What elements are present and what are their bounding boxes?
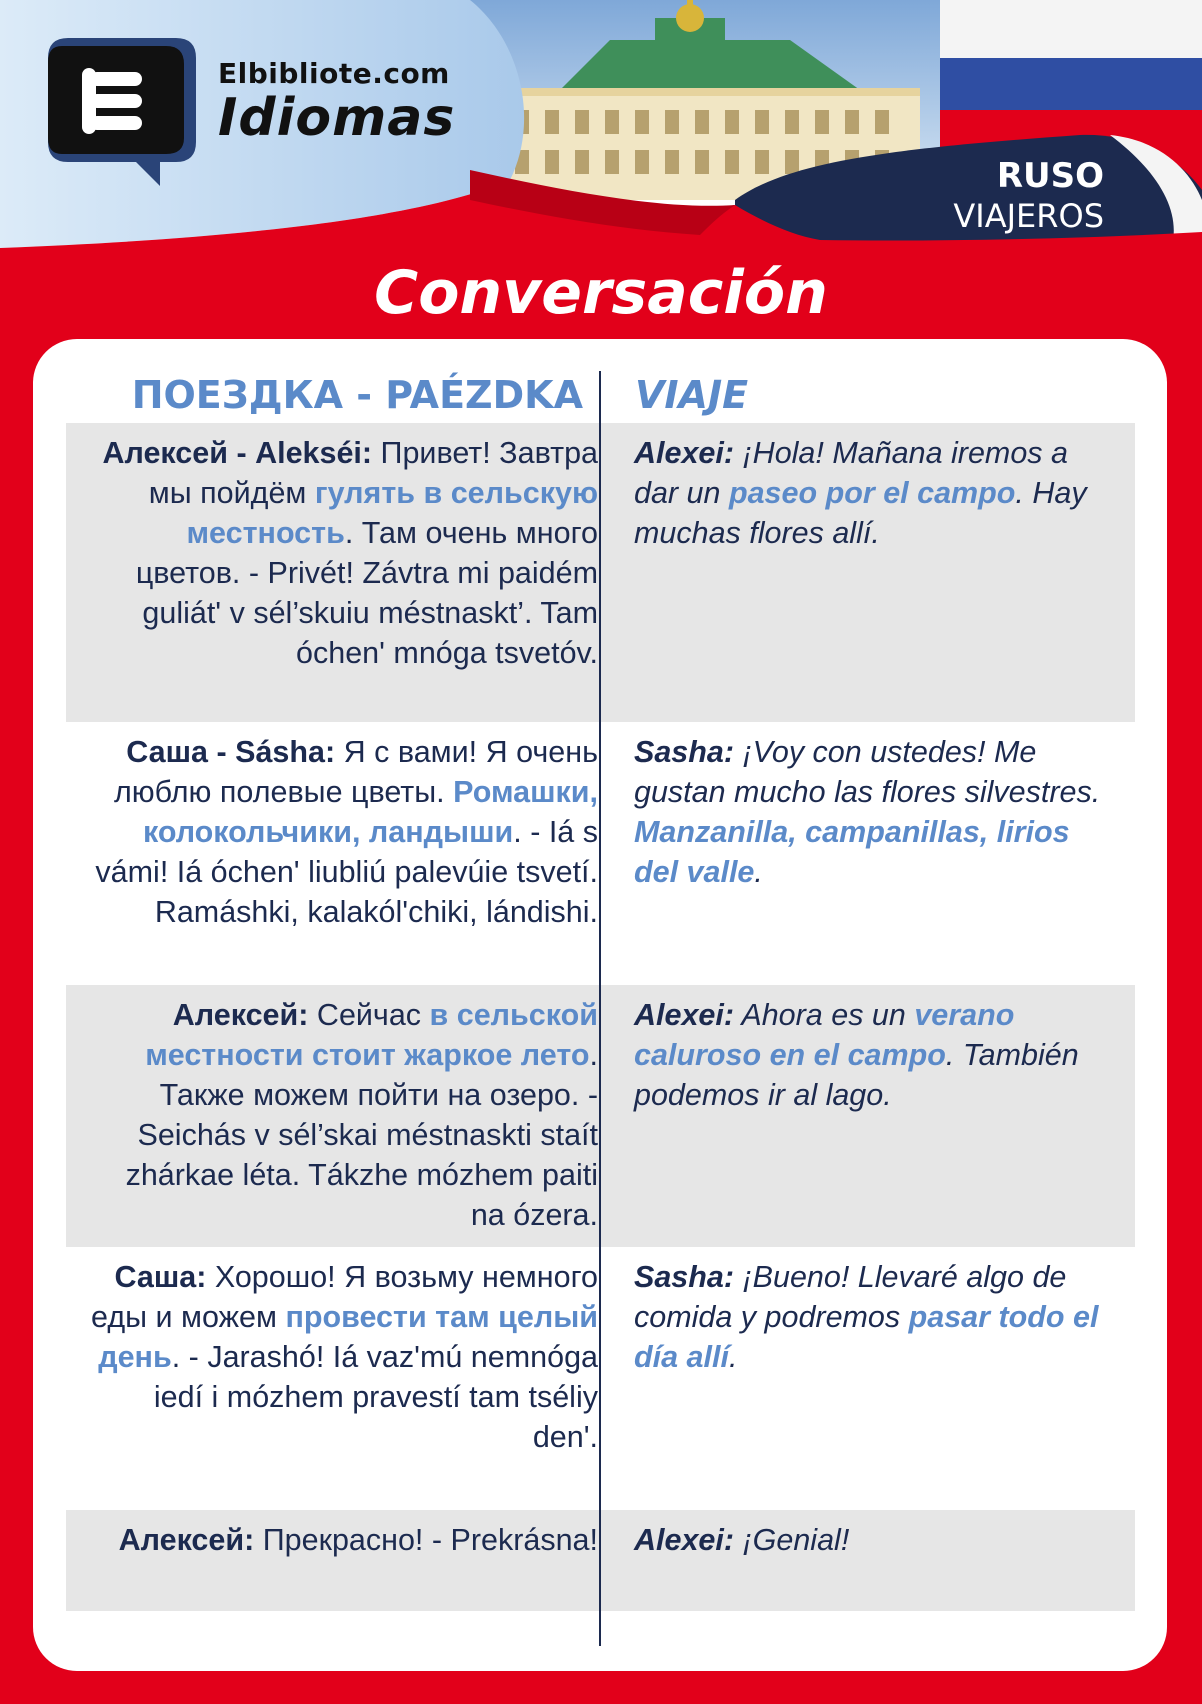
russian-line: [86, 1520, 598, 1560]
line-text: Я с вами! Я очень люблю полевые цветы.: [113, 735, 598, 809]
highlighted-phrase: в сельской местности стоит жаркое лето: [145, 998, 598, 1072]
line-text: ¡Genial!: [734, 1523, 850, 1557]
highlighted-phrase: провести там целый день: [98, 1300, 598, 1374]
russian-line: [86, 1257, 598, 1457]
page-title: Conversación: [374, 258, 828, 328]
badge-level: VIAJEROS: [953, 197, 1104, 235]
line-text: . Там очень много цветов. - Privét! Závtra mi paidém guliát' v sél’skuiu méstnaskt’. Tam óchen' mnóga tsvetóv.: [135, 516, 598, 670]
logo-site: Elbibliote.com: [218, 57, 450, 90]
line-text: .: [754, 855, 763, 889]
highlighted-phrase: verano caluroso en el campo: [634, 998, 1015, 1072]
highlighted-phrase: гулять в сельскую местность: [186, 476, 598, 550]
badge-language: RUSO: [996, 156, 1104, 196]
column-divider: [599, 371, 601, 1646]
speaker-name: Алексей:: [172, 998, 309, 1032]
speaker-name: Sasha:: [634, 1260, 735, 1294]
line-text: .: [728, 1340, 738, 1374]
logo-text: [218, 58, 455, 146]
highlighted-phrase: Ромашки, колокольчики, ландыши: [142, 775, 598, 849]
line-text: Хорошо! Я возьму немного еды и можем: [91, 1260, 598, 1334]
highlighted-phrase: pasar todo el día allí: [634, 1300, 1099, 1374]
line-text: . - Jarashó! Iá vaz'mú nemnóga iedí i mózhem pravestí tam tséliy den'.: [153, 1340, 598, 1454]
line-text: Привет! Завтра мы пойдём: [148, 436, 598, 510]
russian-line: [86, 433, 598, 673]
line-text: ¡Voy con ustedes! Me gustan mucho las flores silvestres.: [634, 735, 1101, 809]
highlighted-phrase: paseo por el campo: [728, 476, 1016, 510]
russian-line: [86, 732, 598, 932]
line-text: ¡Bueno! Llevaré algo de comida y podremos: [634, 1260, 1067, 1334]
highlighted-phrase: Manzanilla, campanillas, lirios del valle: [634, 815, 1070, 889]
speaker-name: Sasha:: [634, 735, 735, 769]
spanish-line: [634, 1520, 1120, 1560]
line-text: . También podemos ir al lago.: [634, 1038, 1079, 1112]
spanish-line: [634, 1257, 1120, 1377]
line-text: . Также можем пойти на озеро. - Seichás v sél’skai méstnaskti staít zhárkae léta. Tákzhe mózhem paiti na ózera.: [125, 1038, 598, 1232]
line-text: . - Iá s vámi! Iá óchen' liubliú palevúie tsvetí. Ramáshki, kalakól'chiki, lándishi.: [95, 815, 598, 929]
line-text: Прекрасно! - Prekrásna!: [254, 1523, 598, 1557]
speaker-name: Alexei:: [634, 436, 735, 470]
logo-brand: Idiomas: [218, 88, 456, 148]
speaker-name: Саша - Sásha:: [126, 735, 336, 769]
speaker-name: Алексей - Alekséi:: [102, 436, 373, 470]
line-text: Сейчас: [308, 998, 430, 1032]
spanish-line: [634, 732, 1120, 892]
speaker-name: Alexei:: [634, 1523, 735, 1557]
line-text: ¡Hola! Mañana iremos a dar un: [634, 436, 1068, 510]
spanish-line: [634, 433, 1120, 553]
language-badge: [953, 156, 1104, 236]
spanish-line: [634, 995, 1120, 1115]
speaker-name: Алексей:: [118, 1523, 255, 1557]
header: [0, 0, 1202, 270]
speaker-name: Alexei:: [634, 998, 735, 1032]
line-text: . Hay muchas flores allí.: [634, 476, 1087, 550]
chat-bubble-logo-icon: [48, 38, 196, 186]
column-header-russian: ПОЕЗДКА - PAÉZDKA: [131, 373, 583, 417]
column-header-spanish: VIAJE: [635, 373, 749, 417]
conversation-card: [33, 339, 1167, 1671]
line-text: Ahora es un: [734, 998, 915, 1032]
russian-line: [86, 995, 598, 1235]
speaker-name: Саша:: [114, 1260, 207, 1294]
